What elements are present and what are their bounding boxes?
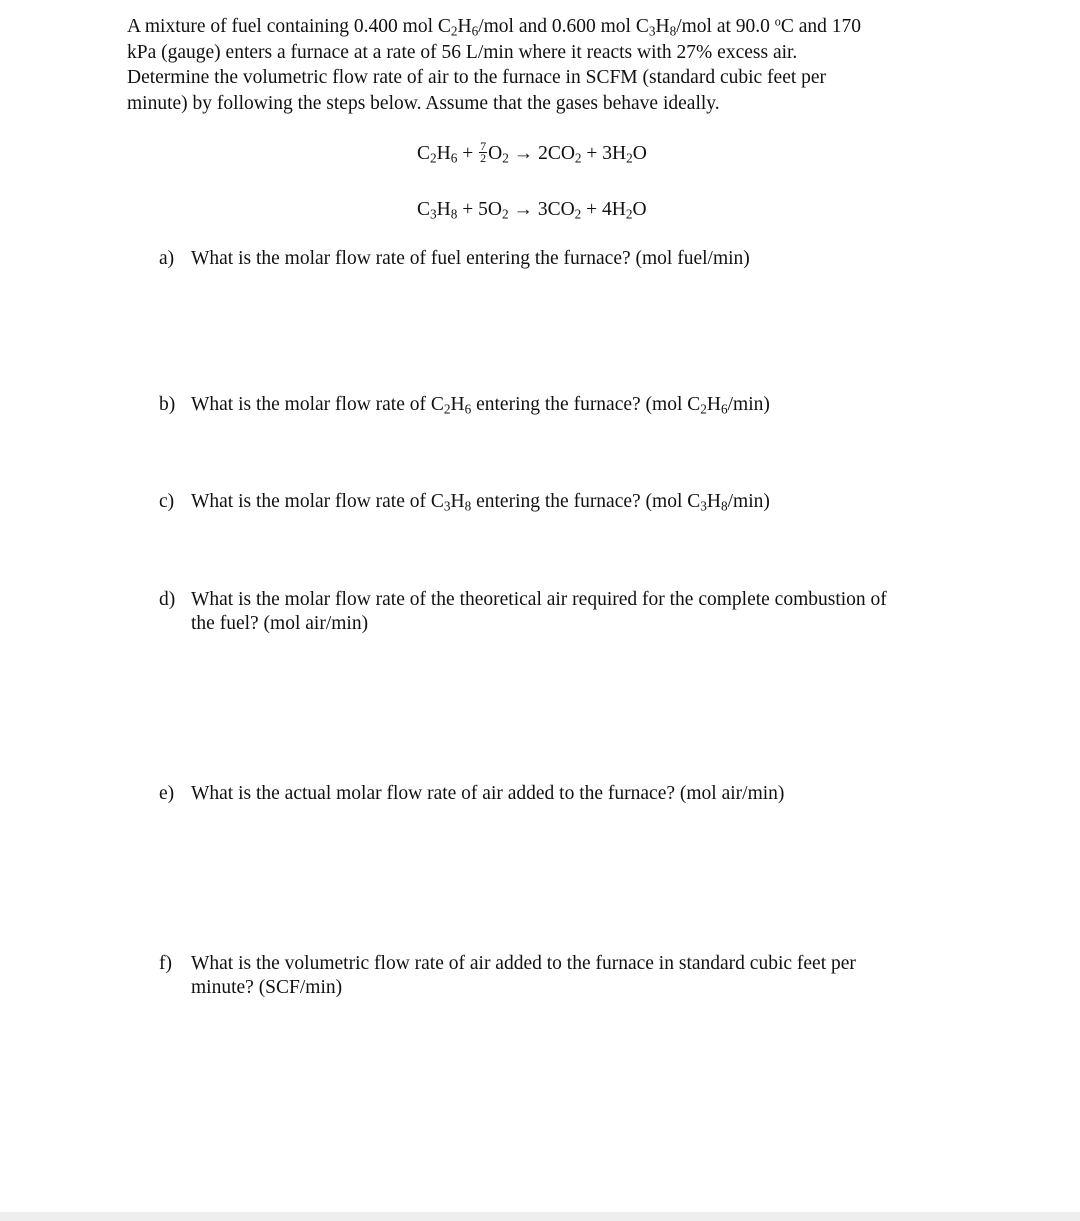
intro-line-4: minute) by following the steps below. Assume that the gases behave ideally. <box>127 92 720 114</box>
question-text: What is the molar flow rate of fuel entering the furnace? (mol fuel/min) <box>191 248 750 269</box>
question-text: What is the molar flow rate of $C_3H_8$ entering the furnace? (mol $C_3H_8/\min$) <box>191 491 770 514</box>
question-a <box>159 247 750 271</box>
question-c <box>159 490 770 514</box>
question-e <box>159 782 784 806</box>
question-b <box>159 393 770 417</box>
question-label: a) <box>159 248 175 269</box>
question-label: e) <box>159 783 175 804</box>
question-text-line-2: the fuel? (mol air/min) <box>191 613 369 634</box>
question-text: What is the molar flow rate of $C_2H_6$ entering the furnace? (mol $C_2H_6/\min$) <box>191 394 770 417</box>
question-text-line-1: What is the volumetric flow rate of air added to the furnace in standard cubic feet per <box>191 953 856 974</box>
question-f <box>159 952 856 1000</box>
question-text-line-2: minute? (SCF/min) <box>191 977 343 998</box>
intro-line-2: kPa (gauge) enters a furnace at a rate of 56 L/min where it reacts with 27% excess air. <box>127 41 798 63</box>
question-text-line-1: What is the molar flow rate of the theoretical air required for the complete combustion of <box>191 589 887 610</box>
seven-halves-fraction: $\frac{7}{2}$ <box>480 139 487 166</box>
ethane-combustion-equation: $C_2H_6$ + $\frac{7}{2}$ $O_2 \to 2CO_2 + 3H_2O$ <box>417 139 647 166</box>
problem-statement <box>127 14 957 116</box>
question-text: What is the actual molar flow rate of air added to the furnace? (mol air/min) <box>191 783 785 804</box>
question-label: b) <box>159 394 176 415</box>
question-label: c) <box>159 491 175 512</box>
intro-line-3: Determine the volumetric flow rate of air to the furnace in SCFM (standard cubic feet per <box>127 67 827 88</box>
question-label: d) <box>159 589 176 610</box>
propane-combustion-equation: $C_3H_8 + 5O_2 \to 3CO_2 + 4H_2O$ <box>417 199 647 222</box>
page-bottom-border <box>0 1212 1080 1221</box>
question-d <box>159 588 887 636</box>
question-label: f) <box>159 953 172 974</box>
intro-line-1: A mixture of fuel containing 0.400 mol $C_2H_6$/mol and 0.600 mol $C_3H_8$/mol at 90.0 $^o$C and 170 <box>127 14 861 39</box>
